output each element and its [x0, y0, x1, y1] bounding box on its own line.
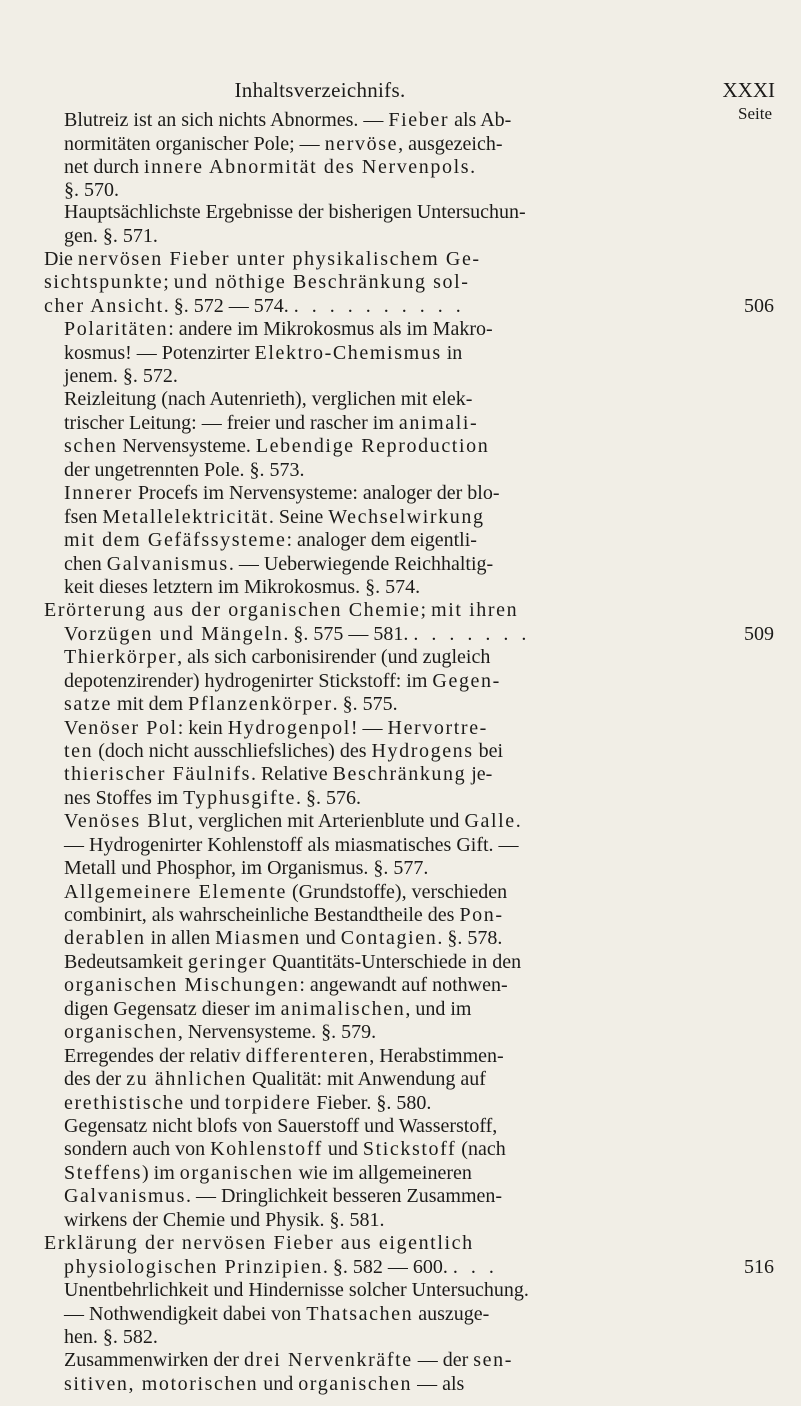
toc-line — [64, 1278, 529, 1302]
emphasized-text: sitiven, motorischen — [64, 1373, 259, 1395]
toc-line — [64, 552, 493, 576]
toc-text: hen. §. 582. — [64, 1326, 158, 1348]
toc-text: ; — [163, 271, 174, 293]
toc-line — [64, 692, 398, 716]
leader-dots: . . . . . . . — [413, 623, 531, 645]
emphasized-text: schen — [64, 435, 118, 457]
emphasized-text: Pon- — [459, 904, 504, 926]
emphasized-text: Allgemeinere Elemente — [64, 881, 287, 903]
emphasized-text: animali- — [398, 412, 479, 434]
emphasized-text: Miasmen — [215, 927, 301, 949]
toc-text: und — [300, 927, 341, 949]
toc-text: wirkens der Chemie und Physik. §. 581. — [64, 1209, 385, 1231]
emphasized-text: nervösen Fieber unter physikalischem Ge- — [77, 248, 481, 270]
toc-line — [44, 294, 465, 318]
emphasized-text: mit dem Gefäfssysteme — [64, 529, 287, 551]
toc-line — [64, 903, 504, 927]
toc-line — [64, 1255, 498, 1279]
emphasized-text: Gegen- — [432, 670, 501, 692]
emphasized-text: organischen Mischungen — [64, 974, 300, 996]
emphasized-text: derablen — [64, 927, 146, 949]
toc-line — [64, 505, 485, 529]
emphasized-text: sichtspunkte — [44, 271, 164, 293]
toc-text: . §. 575. — [332, 693, 398, 715]
toc-text: Die — [44, 248, 78, 270]
toc-line — [64, 716, 488, 740]
toc-text: . §. 572 — 574. — [163, 295, 294, 317]
toc-line — [64, 786, 361, 810]
emphasized-text: Thatsachen — [306, 1303, 414, 1325]
toc-text: (Grundstoffe), verschieden — [286, 881, 508, 903]
emphasized-text: erethistische — [64, 1092, 185, 1114]
emphasized-text: Pflanzenkörper — [188, 693, 333, 715]
emphasized-text: differenteren — [245, 1045, 370, 1067]
toc-text: in — [441, 342, 463, 364]
toc-line — [64, 200, 526, 224]
toc-line — [44, 247, 481, 271]
toc-page-ref: 506 — [744, 295, 774, 317]
emphasized-text: organischen — [179, 1162, 294, 1184]
toc-line — [44, 1231, 474, 1255]
toc-text: Bedeutsamkeit — [64, 951, 188, 973]
emphasized-text: Wechselwirkung — [328, 506, 485, 528]
emphasized-text: Venöser Pol — [64, 717, 178, 739]
toc-text: , ausgezeich- — [398, 133, 503, 155]
emphasized-text: drei Nervenkräfte — [243, 1349, 413, 1371]
toc-line — [64, 481, 499, 505]
toc-text: (nach — [456, 1138, 506, 1160]
toc-text: net durch — [64, 156, 144, 178]
toc-line — [64, 973, 508, 997]
toc-line — [64, 1114, 497, 1138]
toc-text: , Nervensysteme. §. 579. — [177, 1021, 377, 1043]
toc-text: . — Ueberwiegende Reichhaltig- — [228, 553, 494, 575]
emphasized-text: Contagien — [340, 927, 438, 949]
toc-text: Erregendes der relativ — [64, 1045, 246, 1067]
toc-text: Qualität: mit Anwendung auf — [247, 1068, 486, 1090]
emphasized-text: Elektro-Chemismus — [254, 342, 442, 364]
toc-text: : angewandt auf nothwen- — [299, 974, 508, 996]
toc-text: fsen — [64, 506, 103, 528]
emphasized-text: Venöses Blut — [64, 810, 189, 832]
emphasized-text: Erklärung der nervösen Fieber aus eigentlich — [44, 1232, 474, 1254]
toc-text: . Relative — [250, 763, 333, 785]
toc-line — [64, 645, 490, 669]
toc-line — [64, 762, 492, 786]
emphasized-text: Hydrogenpol — [227, 717, 351, 739]
emphasized-text: nervöse — [324, 133, 399, 155]
toc-line — [64, 528, 477, 552]
toc-text: chen — [64, 553, 107, 575]
toc-line — [64, 317, 493, 341]
toc-text: normitäten organischer Pole; — — [64, 133, 325, 155]
emphasized-text: Erörterung aus der organischen Chemie — [44, 599, 421, 621]
toc-text: wie im allgemeineren — [293, 1162, 472, 1184]
toc-text: Reizleitung (nach Autenrieth), verglichen mit elek- — [64, 388, 473, 410]
toc-line — [64, 178, 119, 202]
toc-text: Hauptsächlichste Ergebnisse der bisherigen Untersuchun- — [64, 201, 526, 223]
toc-line — [64, 458, 305, 482]
toc-text: als Ab- — [449, 109, 512, 131]
toc-line — [64, 739, 503, 763]
toc-text: ; — [420, 599, 432, 621]
toc-line — [64, 880, 507, 904]
toc-text: kosmus! — Potenzirter — [64, 342, 255, 364]
emphasized-text: thierischer Fäulnifs — [64, 763, 251, 785]
toc-line — [64, 950, 521, 974]
emphasized-text: Lebendige Reproduction — [255, 435, 490, 457]
toc-text: jenem. §. 572. — [64, 365, 178, 387]
toc-text: — Hydrogenirter Kohlenstoff als miasmatisches Gift. — — [64, 834, 519, 856]
emphasized-text: Polaritäten — [64, 318, 169, 340]
toc-text: sondern auch von — [64, 1138, 211, 1160]
toc-text: . Seine — [268, 506, 329, 528]
leader-dots: . . . . . . . . . . — [293, 295, 465, 317]
emphasized-text: Thierkörper — [64, 646, 178, 668]
toc-text: und — [322, 1138, 363, 1160]
emphasized-text: cher Ansicht — [44, 295, 164, 317]
emphasized-text: satze — [64, 693, 112, 715]
toc-text: Nervensysteme. — [117, 435, 256, 457]
toc-text: je- — [466, 763, 493, 785]
toc-line — [64, 669, 501, 693]
emphasized-text: Hydrogens — [371, 740, 474, 762]
emphasized-text: Galvanismus — [106, 553, 229, 575]
toc-line — [64, 1184, 502, 1208]
toc-text: — Nothwendigkeit dabei von — [64, 1303, 307, 1325]
toc-text: depotenzirender) hydrogenirter Stickstoff: im — [64, 670, 433, 692]
toc-text: ) im — [141, 1162, 180, 1184]
toc-line — [64, 1091, 431, 1115]
page-number: XXXI — [722, 78, 775, 102]
toc-text: . §. 578. — [437, 927, 503, 949]
emphasized-text: zu ähnlichen — [126, 1068, 248, 1090]
toc-line — [64, 575, 420, 599]
toc-text: Quantitäts-Unterschiede in den — [267, 951, 522, 973]
toc-page-ref: 516 — [744, 1256, 774, 1278]
toc-text: : analoger dem eigentli- — [286, 529, 477, 551]
emphasized-text: geringer — [187, 951, 268, 973]
toc-line — [64, 364, 178, 388]
toc-line — [64, 1044, 504, 1068]
toc-text: Procefs im Nervensysteme: analoger der blo- — [132, 482, 500, 504]
toc-text: und — [184, 1092, 225, 1114]
page-column-label: Seite — [738, 104, 772, 123]
toc-text: §. 570. — [64, 179, 119, 201]
toc-text: . §. 575 — 581. — [283, 623, 414, 645]
toc-line — [64, 132, 502, 156]
toc-text: der ungetrennten Pole. §. 573. — [64, 459, 305, 481]
emphasized-text: mit ihren — [431, 599, 519, 621]
toc-text: . §. 576. — [295, 787, 361, 809]
toc-page-ref: 509 — [744, 623, 774, 645]
toc-text: — als — [412, 1373, 465, 1395]
emphasized-text: torpidere — [224, 1092, 312, 1114]
running-title: Inhaltsverzeichnifs. — [234, 78, 406, 102]
emphasized-text: animalischen — [280, 998, 406, 1020]
toc-text: Fieber. §. 580. — [311, 1092, 432, 1114]
toc-line — [64, 1208, 385, 1232]
toc-text: ! — — [350, 717, 388, 739]
emphasized-text: Galle — [464, 810, 516, 832]
toc-line — [64, 1020, 376, 1044]
toc-line — [64, 434, 489, 458]
emphasized-text: ten — [64, 740, 94, 762]
toc-text: combinirt, als wahrscheinliche Bestandtheile des — [64, 904, 460, 926]
toc-text: trischer Leitung: — freier und rascher im — [64, 412, 399, 434]
emphasized-text: Hervortre- — [387, 717, 488, 739]
toc-text: des der — [64, 1068, 127, 1090]
toc-line — [64, 155, 475, 179]
toc-text: in allen — [145, 927, 216, 949]
emphasized-text: Stickstoff — [362, 1138, 457, 1160]
emphasized-text: Kohlenstoff — [210, 1138, 323, 1160]
toc-line — [64, 387, 472, 411]
toc-line — [64, 1067, 486, 1091]
toc-line — [64, 997, 471, 1021]
toc-line — [64, 622, 530, 646]
toc-text: Unentbehrlichkeit und Hindernisse solcher Untersuchung. — [64, 1279, 529, 1301]
emphasized-text: organischen — [64, 1021, 178, 1043]
toc-line — [64, 926, 502, 950]
toc-text: , verglichen mit Arterienblute und — [188, 810, 465, 832]
toc-text: — der — [412, 1349, 474, 1371]
toc-line — [64, 856, 428, 880]
toc-line — [64, 833, 519, 857]
toc-text: . §. 582 — 600. — [322, 1256, 453, 1278]
toc-line — [64, 809, 521, 833]
toc-text: , Herabstimmen- — [369, 1045, 504, 1067]
toc-text: digen Gegensatz dieser im — [64, 998, 281, 1020]
toc-text: . — [470, 156, 476, 178]
leader-dots: . . . — [452, 1256, 498, 1278]
toc-text: , und im — [405, 998, 472, 1020]
emphasized-text: Vorzügen und Mängeln — [64, 623, 284, 645]
emphasized-text: und nöthige Beschränkung sol- — [173, 271, 470, 293]
emphasized-text: Metallelektricität — [102, 506, 269, 528]
toc-text: . — [515, 810, 521, 832]
toc-text: auszuge- — [413, 1303, 490, 1325]
toc-line — [64, 108, 511, 132]
emphasized-text: Beschränkung — [332, 763, 467, 785]
toc-line — [64, 1137, 506, 1161]
toc-text: . — Dringlichkeit besseren Zusammen- — [186, 1185, 503, 1207]
toc-text: keit dieses letztern im Mikrokosmus. §. 574. — [64, 576, 421, 598]
toc-text: mit dem — [111, 693, 189, 715]
toc-text: Gegensatz nicht blofs von Sauerstoff und Wasserstoff, — [64, 1115, 498, 1137]
emphasized-text: Fieber — [388, 109, 450, 131]
emphasized-text: Steffens — [64, 1162, 142, 1184]
toc-line — [64, 1161, 472, 1185]
toc-text: Blutreiz ist an sich nichts Abnormes. — — [64, 109, 389, 131]
toc-line — [64, 1325, 158, 1349]
toc-text: : andere im Mikrokosmus als im Makro- — [168, 318, 493, 340]
toc-text: : kein — [177, 717, 228, 739]
toc-text: Metall und Phosphor, im Organismus. §. 577. — [64, 857, 429, 879]
toc-text: (doch nicht ausschliefsliches) des — [93, 740, 372, 762]
toc-text: nes Stoffes im — [64, 787, 184, 809]
emphasized-text: Galvanismus — [64, 1185, 187, 1207]
toc-line — [44, 270, 470, 294]
toc-text: Zusammenwirken der — [64, 1349, 244, 1371]
toc-text: gen. §. 571. — [64, 225, 158, 247]
emphasized-text: Typhusgifte — [183, 787, 296, 809]
emphasized-text: physiologischen Prinzipien — [64, 1256, 323, 1278]
toc-line — [64, 1372, 464, 1396]
emphasized-text: organischen — [298, 1373, 413, 1395]
toc-line — [64, 1302, 489, 1326]
toc-line — [64, 224, 158, 248]
toc-line — [64, 1348, 513, 1372]
toc-line — [44, 598, 518, 622]
emphasized-text: innere Abnormität des Nervenpols — [143, 156, 471, 178]
emphasized-text: Innerer — [64, 482, 133, 504]
emphasized-text: sen- — [473, 1349, 514, 1371]
toc-text: und — [258, 1373, 299, 1395]
toc-text: bei — [473, 740, 504, 762]
toc-line — [64, 341, 462, 365]
toc-line — [64, 411, 478, 435]
toc-text: , als sich carbonisirender (und zugleich — [177, 646, 491, 668]
